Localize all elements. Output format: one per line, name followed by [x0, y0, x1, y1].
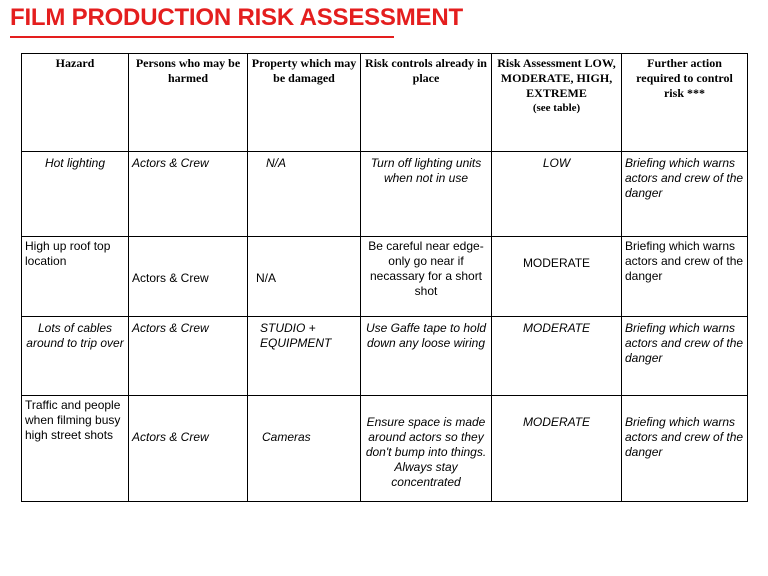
header-assessment-label: Risk Assessment LOW, MODERATE, HIGH, EXTREME [497, 56, 616, 100]
header-persons: Persons who may be harmed [129, 54, 248, 152]
table-header-row [22, 54, 748, 152]
risk-assessment-table [21, 53, 748, 502]
cell-property: N/A [248, 237, 361, 317]
header-assessment [492, 54, 622, 152]
header-controls: Risk controls already in place [361, 54, 492, 152]
cell-property: Cameras [248, 396, 361, 502]
cell-persons: Actors & Crew [129, 152, 248, 237]
cell-property: N/A [248, 152, 361, 237]
cell-hazard: Hot lighting [22, 152, 129, 237]
table-row [22, 396, 748, 502]
cell-further: Briefing which warns actors and crew of the danger [622, 317, 748, 396]
page-title: FILM PRODUCTION RISK ASSESSMENT [10, 4, 463, 31]
cell-hazard: Lots of cables around to trip over [22, 317, 129, 396]
cell-controls: Be careful near edge- only go near if necassary for a short shot [361, 237, 492, 317]
cell-persons: Actors & Crew [129, 237, 248, 317]
table-row [22, 152, 748, 237]
table-row [22, 317, 748, 396]
cell-further: Briefing which warns actors and crew of the danger [622, 237, 748, 317]
cell-further: Briefing which warns actors and crew of the danger [622, 396, 748, 502]
cell-assessment: MODERATE [492, 317, 622, 396]
cell-assessment: LOW [492, 152, 622, 237]
cell-persons: Actors & Crew [129, 396, 248, 502]
cell-persons: Actors & Crew [129, 317, 248, 396]
title-underline [10, 36, 394, 38]
cell-further: Briefing which warns actors and crew of the danger [622, 152, 748, 237]
cell-assessment: MODERATE [492, 237, 622, 317]
header-property: Property which may be damaged [248, 54, 361, 152]
header-hazard: Hazard [22, 54, 129, 152]
table-row [22, 237, 748, 317]
cell-property: STUDIO + EQUIPMENT [248, 317, 361, 396]
cell-controls: Turn off lighting units when not in use [361, 152, 492, 237]
cell-hazard: High up roof top location [22, 237, 129, 317]
header-assessment-sub: (see table) [532, 102, 581, 114]
cell-controls: Ensure space is made around actors so they don't bump into things. Always stay concentrated [361, 396, 492, 502]
cell-hazard: Traffic and people when filming busy high street shots [22, 396, 129, 502]
header-further: Further action required to control risk *** [622, 54, 748, 152]
cell-controls: Use Gaffe tape to hold down any loose wiring [361, 317, 492, 396]
cell-assessment: MODERATE [492, 396, 622, 502]
